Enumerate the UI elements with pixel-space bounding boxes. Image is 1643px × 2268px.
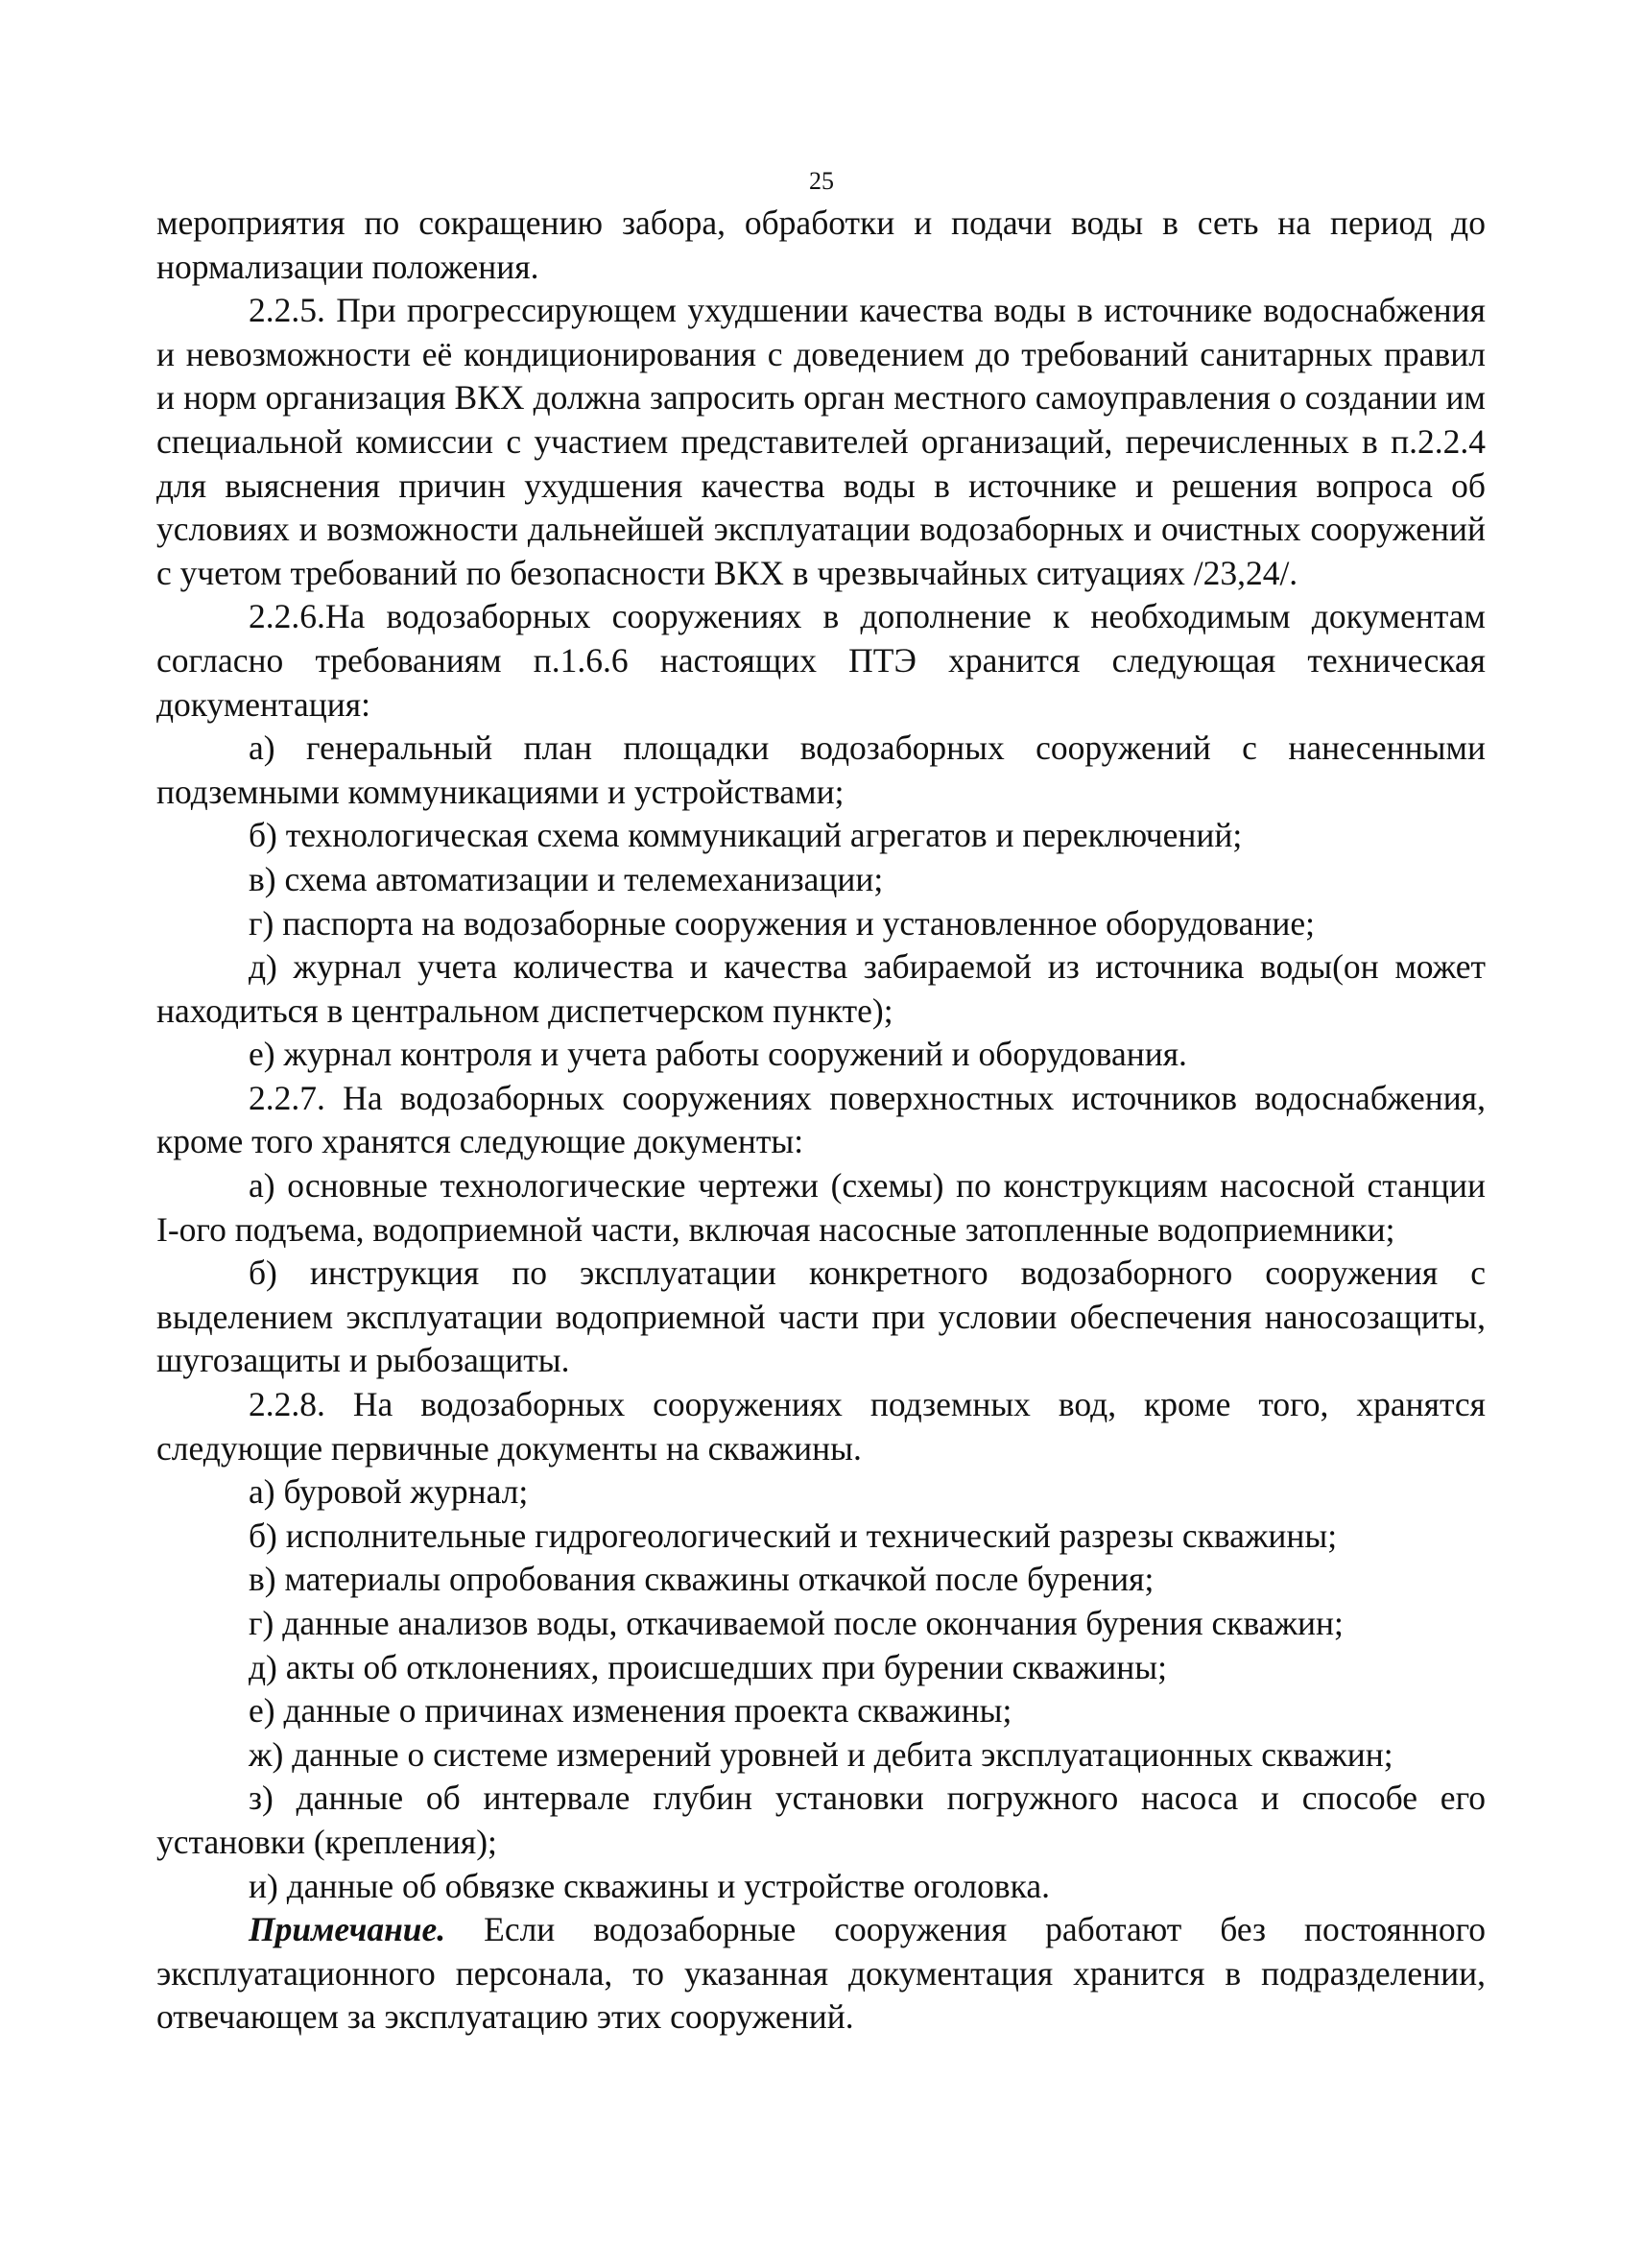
list-item-2-2-6-a: а) генеральный план площадки водозаборных сооружений с нанесенными подземными коммуникациями и устройствами; xyxy=(156,728,1486,811)
note-text: Если водозаборные сооружения работают без постоянного эксплуатационного персонала, то указанная документация хранится в подразделении, отвечающем за эксплуатацию этих сооружений. xyxy=(156,1910,1486,2037)
paragraph-continuation: мероприятия по сокращению забора, обработки и подачи воды в сеть на период до нормализации положения. xyxy=(156,203,1486,286)
note-label: Примечание. xyxy=(249,1910,446,1949)
list-item-2-2-8-h: з) данные об интервале глубин установки погружного насоса и способе его установки (крепления); xyxy=(156,1779,1486,1861)
list-item-2-2-8-e: д) акты об отклонениях, происшедших при бурении скважины; xyxy=(249,1647,1167,1686)
list-item-2-2-8-f: е) данные о причинах изменения проекта скважины; xyxy=(249,1691,1012,1731)
paragraph-2-2-8: 2.2.8. На водозаборных сооружениях подземных вод, кроме того, хранятся следующие первичные документы на скважины. xyxy=(156,1385,1486,1468)
page-number: 25 xyxy=(809,167,834,195)
list-item-2-2-8-a: а) буровой журнал; xyxy=(249,1472,529,1512)
note-paragraph xyxy=(156,1908,1486,2040)
paragraph-2-2-5: 2.2.5. При прогрессирующем ухудшении качества воды в источнике водоснабжения и невозможности её кондиционирования с доведением до требований санитарных правил и норм организация ВКХ должна запросить орган местного самоуправления о создании им специальной комиссии с участием представителей организаций, перечисленных в п.2.2.4 для выяснения причин ухудшения качества воды в источнике и решения вопроса об условиях и возможности дальнейшей эксплуатации водозаборных и очистных сооружений с учетом требований по безопасности ВКХ в чрезвычайных ситуациях /23,24/. xyxy=(156,291,1486,592)
list-item-2-2-6-b: б) технологическая схема коммуникаций агрегатов и переключений; xyxy=(249,816,1243,855)
paragraph-2-2-6: 2.2.6.На водозаборных сооружениях в дополнение к необходимым документам согласно требованиям п.1.6.6 настоящих ПТЭ хранится следующая техническая документация: xyxy=(156,597,1486,724)
list-item-2-2-7-b: б) инструкция по эксплуатации конкретного водозаборного сооружения с выделением эксплуатации водоприемной части при условии обеспечения наносозащиты, шугозащиты и рыбозащиты. xyxy=(156,1253,1486,1380)
list-item-2-2-6-e: д) журнал учета количества и качества забираемой из источника воды(он может находиться в центральном диспетчерском пункте); xyxy=(156,947,1486,1030)
list-item-2-2-6-d: г) паспорта на водозаборные сооружения и установленное оборудование; xyxy=(249,903,1315,943)
document-body xyxy=(156,202,1486,2040)
paragraph-2-2-7: 2.2.7. На водозаборных сооружениях поверхностных источников водоснабжения, кроме того хранятся следующие документы: xyxy=(156,1078,1486,1161)
list-item-2-2-8-i: и) данные об обвязке скважины и устройстве оголовка. xyxy=(249,1866,1050,1905)
list-item-2-2-8-g: ж) данные о системе измерений уровней и дебита эксплуатационных скважин; xyxy=(249,1734,1393,1774)
list-item-2-2-7-a: а) основные технологические чертежи (схемы) по конструкциям насосной станции I-ого подъема, водоприемной части, включая насосные затопленные водоприемники; xyxy=(156,1166,1486,1249)
list-item-2-2-6-f: е) журнал контроля и учета работы сооружений и оборудования. xyxy=(249,1035,1187,1074)
list-item-2-2-6-c: в) схема автоматизации и телемеханизации; xyxy=(249,859,884,898)
list-item-2-2-8-b: б) исполнительные гидрогеологический и технический разрезы скважины; xyxy=(249,1516,1338,1555)
list-item-2-2-8-c: в) материалы опробования скважины откачкой после бурения; xyxy=(249,1560,1155,1599)
list-item-2-2-8-d: г) данные анализов воды, откачиваемой после окончания бурения скважин; xyxy=(249,1604,1344,1642)
